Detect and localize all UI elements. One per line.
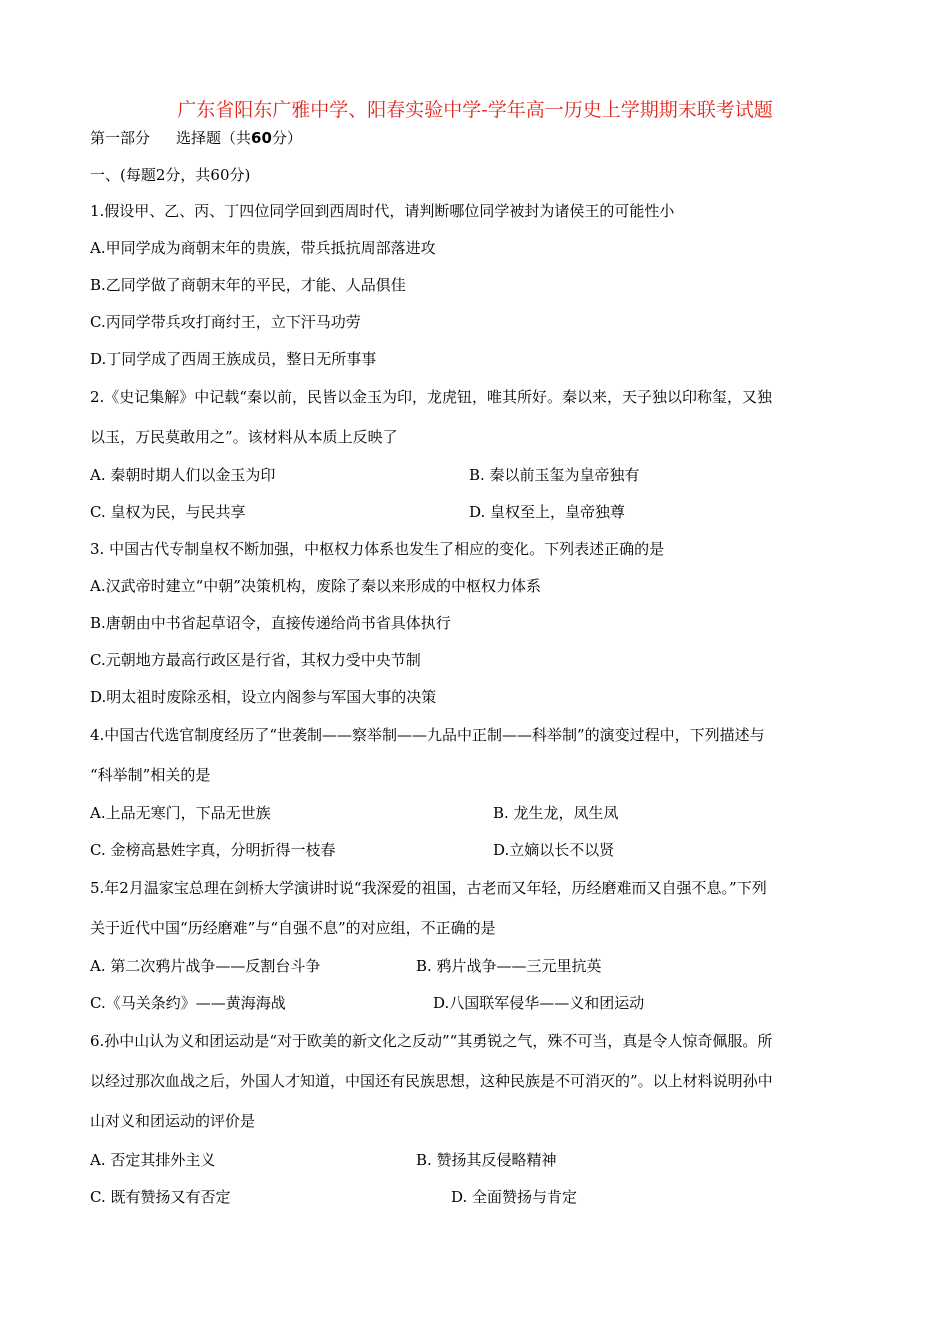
question-5-option-d: D.八国联军侵华——义和团运动	[433, 994, 645, 1012]
question-5-stem-line-1: 5.年2月温家宝总理在剑桥大学演讲时说“我深爱的祖国，古老而又年轻，历经磨难而又自强不息。”下列	[90, 879, 767, 897]
question-6-option-a: A. 否定其排外主义	[90, 1151, 216, 1169]
question-2-stem-line-2: 以玉，万民莫敢用之”。该材料从本质上反映了	[90, 428, 398, 446]
question-4-option-a: A.上品无寒门，下品无世族	[90, 804, 271, 822]
question-1-stem: 1.假设甲、乙、丙、丁四位同学回到西周时代，请判断哪位同学被封为诸侯王的可能性小	[90, 202, 675, 220]
question-2-stem-line-1: 2.《史记集解》中记载“秦以前，民皆以金玉为印，龙虎钮，唯其所好。秦以来，天子独以印称玺，又独	[90, 388, 772, 406]
question-4-option-b: B. 龙生龙，凤生凤	[493, 804, 619, 822]
question-6-option-b: B. 赞扬其反侵略精神	[416, 1151, 557, 1169]
question-5-option-a: A. 第二次鸦片战争——反割台斗争	[90, 957, 321, 975]
section-score: 60	[251, 129, 272, 147]
question-5-option-c: C.《马关条约》——黄海海战	[90, 994, 286, 1012]
question-1-option-c: C.丙同学带兵攻打商纣王，立下汗马功劳	[90, 313, 361, 331]
question-3-option-b: B.唐朝由中书省起草诏令，直接传递给尚书省具体执行	[90, 614, 451, 632]
question-6-stem-line-2: 以经过那次血战之后，外国人才知道，中国还有民族思想，这种民族是不可消灭的”。以上材料说明孙中	[90, 1072, 773, 1090]
question-2-option-c: C. 皇权为民，与民共享	[90, 503, 246, 521]
question-5-stem-line-2: 关于近代中国“历经磨难”与“自强不息”的对应组，不正确的是	[90, 919, 496, 937]
question-4-option-c: C. 金榜高悬姓字真，分明折得一枝春	[90, 841, 336, 859]
question-4-stem-line-2: “科举制”相关的是	[90, 766, 211, 784]
section-heading	[90, 127, 302, 149]
question-3-option-d: D.明太祖时废除丞相，设立内阁参与军国大事的决策	[90, 688, 437, 706]
instruction: 一、(每题2分，共60分)	[90, 166, 251, 184]
question-6-option-d: D. 全面赞扬与肯定	[451, 1188, 578, 1206]
question-3-stem: 3. 中国古代专制皇权不断加强，中枢权力体系也发生了相应的变化。下列表述正确的是	[90, 540, 665, 558]
question-1-option-b: B.乙同学做了商朝末年的平民，才能、人品俱佳	[90, 276, 406, 294]
question-5-option-b: B. 鸦片战争——三元里抗英	[416, 957, 602, 975]
question-3-option-a: A.汉武帝时建立“中朝”决策机构，废除了秦以来形成的中枢权力体系	[90, 577, 541, 595]
section-name: 选择题（共	[176, 129, 252, 147]
question-1-option-d: D.丁同学成了西周王族成员，整日无所事事	[90, 350, 377, 368]
question-3-option-c: C.元朝地方最高行政区是行省，其权力受中央节制	[90, 651, 421, 669]
question-6-stem-line-1: 6.孙中山认为义和团运动是“对于欧美的新文化之反动”“其勇锐之气，殊不可当，真是令人惊奇佩服。所	[90, 1032, 773, 1050]
section-part: 第一部分	[90, 129, 151, 147]
question-4-stem-line-1: 4.中国古代选官制度经历了“世袭制——察举制——九品中正制——科举制”的演变过程中，下列描述与	[90, 726, 765, 744]
question-6-option-c: C. 既有赞扬又有否定	[90, 1188, 231, 1206]
question-2-option-b: B. 秦以前玉玺为皇帝独有	[469, 466, 640, 484]
question-6-stem-line-3: 山对义和团运动的评价是	[90, 1112, 256, 1130]
question-4-option-d: D.立嫡以长不以贤	[493, 841, 615, 859]
question-2-option-a: A. 秦朝时期人们以金玉为印	[90, 466, 276, 484]
page-title: 广东省阳东广雅中学、阳春实验中学-学年高一历史上学期期末联考试题	[177, 99, 773, 121]
question-2-option-d: D. 皇权至上，皇帝独尊	[469, 503, 626, 521]
section-end: 分）	[271, 129, 302, 147]
question-1-option-a: A.甲同学成为商朝末年的贵族，带兵抵抗周部落进攻	[90, 239, 436, 257]
